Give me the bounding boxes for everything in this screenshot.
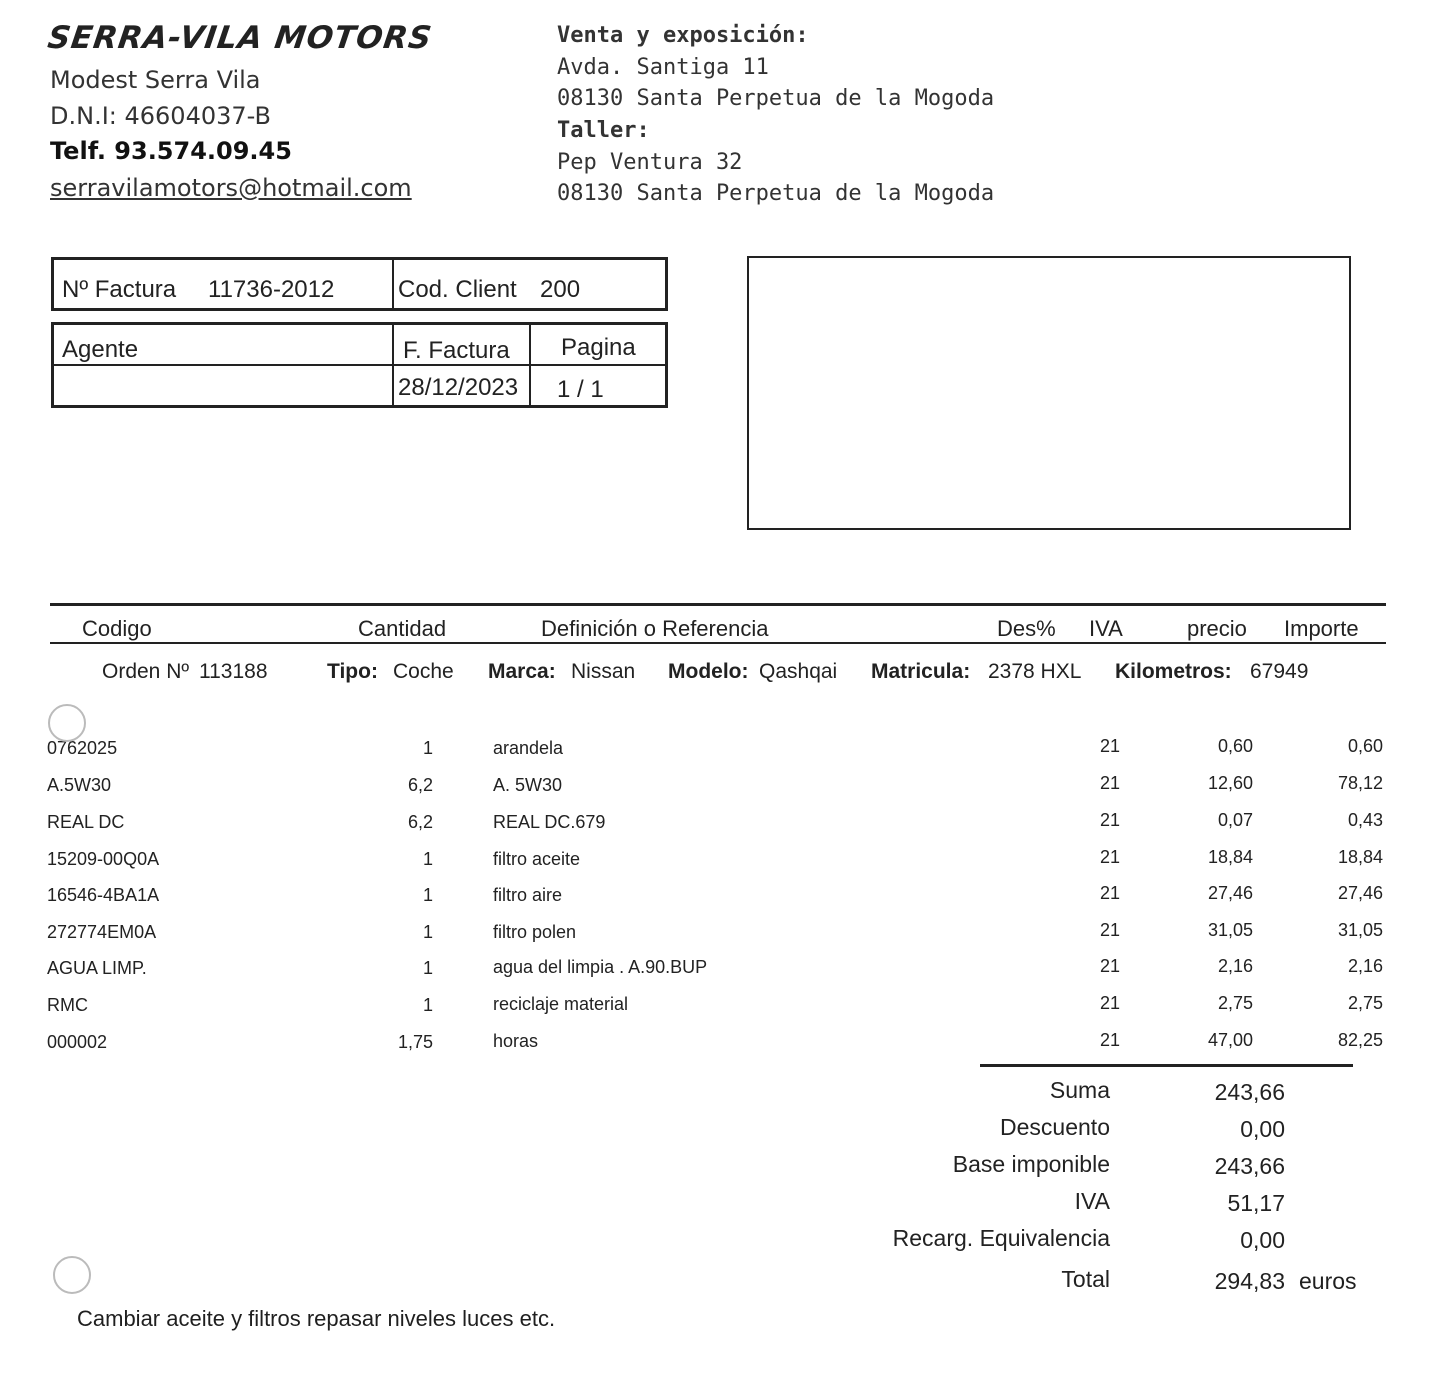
item-price: 18,84 <box>1207 847 1253 867</box>
item-qty: 1 <box>422 849 433 869</box>
invoice-number-label: Nº Factura <box>62 276 177 303</box>
item-amount: 18,84 <box>1337 847 1383 867</box>
plate-label: Matricula: <box>871 660 971 683</box>
invoice-date-label: F. Factura <box>403 337 510 364</box>
item-vat: 21 <box>1099 920 1120 940</box>
item-price: 12,60 <box>1207 773 1253 793</box>
item-code: 0762025 <box>47 738 118 758</box>
sum-value: 243,66 <box>1214 1079 1285 1105</box>
item-description: filtro aceite <box>493 849 581 869</box>
item-amount: 0,60 <box>1347 736 1383 756</box>
item-description: filtro polen <box>493 922 577 942</box>
item-vat: 21 <box>1099 736 1120 756</box>
item-code: A.5W30 <box>47 775 112 795</box>
total-label: Total <box>1061 1266 1110 1292</box>
col-discount: Des% <box>997 616 1056 641</box>
col-amount: Importe <box>1284 616 1359 641</box>
item-qty: 1 <box>422 885 433 905</box>
vehicle-type: Coche <box>393 660 454 683</box>
col-qty: Cantidad <box>358 616 447 641</box>
discount-label: Descuento <box>1000 1114 1110 1140</box>
surcharge-value: 0,00 <box>1240 1227 1285 1253</box>
item-price: 27,46 <box>1207 883 1253 903</box>
client-address-box <box>747 256 1351 530</box>
item-description: A. 5W30 <box>493 775 563 795</box>
item-price: 31,05 <box>1207 920 1253 940</box>
surcharge-label: Recarg. Equivalencia <box>892 1225 1110 1251</box>
email-link[interactable]: serravilamotors@hotmail.com <box>50 174 412 202</box>
item-amount: 0,43 <box>1347 810 1383 830</box>
item-description: arandela <box>493 738 564 758</box>
item-price: 47,00 <box>1207 1030 1253 1050</box>
item-vat: 21 <box>1099 883 1120 903</box>
item-qty: 1 <box>422 958 433 978</box>
item-description: filtro aire <box>493 885 563 905</box>
invoice-number: 11736-2012 <box>208 276 335 303</box>
sales-label: Venta y exposición: <box>557 23 809 48</box>
col-code: Codigo <box>82 616 152 641</box>
punch-hole <box>48 704 86 742</box>
item-vat: 21 <box>1099 993 1120 1013</box>
item-amount: 78,12 <box>1337 773 1383 793</box>
page-number: 1 / 1 <box>557 376 604 403</box>
col-vat: IVA <box>1089 616 1123 641</box>
item-vat: 21 <box>1099 773 1120 793</box>
dni: D.N.I: 46604037-B <box>50 102 271 130</box>
sum-label: Suma <box>1049 1077 1110 1103</box>
item-price: 2,75 <box>1217 993 1253 1013</box>
order-number: 113188 <box>199 660 268 683</box>
order-label: Orden Nº <box>102 660 190 683</box>
km-label: Kilometros: <box>1115 660 1232 683</box>
agent-label: Agente <box>62 336 139 363</box>
item-qty: 1 <box>422 738 433 758</box>
vehicle-brand: Nissan <box>571 660 636 683</box>
divider <box>53 364 666 366</box>
totals-rule <box>980 1064 1353 1067</box>
item-qty: 6,2 <box>407 775 433 795</box>
vat-label: IVA <box>1074 1188 1110 1214</box>
invoice-date: 28/12/2023 <box>398 374 519 401</box>
vat-value: 51,17 <box>1227 1190 1285 1216</box>
item-qty: 1 <box>422 922 433 942</box>
model-label: Modelo: <box>668 660 749 683</box>
col-description: Definición o Referencia <box>541 616 769 641</box>
phone: Telf. 93.574.09.45 <box>50 137 292 165</box>
client-code-label: Cod. Client <box>398 276 517 303</box>
base-value: 243,66 <box>1214 1153 1285 1179</box>
item-vat: 21 <box>1099 1030 1120 1050</box>
item-description: horas <box>493 1031 539 1051</box>
brand-label: Marca: <box>488 660 556 683</box>
item-price: 0,07 <box>1217 810 1253 830</box>
divider <box>392 259 394 310</box>
item-code: 16546-4BA1A <box>47 885 160 905</box>
service-note: Cambiar aceite y filtros repasar niveles luces etc. <box>77 1306 556 1331</box>
item-code: AGUA LIMP. <box>47 958 147 978</box>
item-qty: 6,2 <box>407 812 433 832</box>
workshop-label: Taller: <box>557 118 650 143</box>
item-qty: 1,75 <box>397 1032 433 1052</box>
sales-street: Avda. Santiga 11 <box>557 55 769 80</box>
item-code: 000002 <box>47 1032 108 1052</box>
item-amount: 82,25 <box>1337 1030 1383 1050</box>
item-qty: 1 <box>422 995 433 1015</box>
item-amount: 2,75 <box>1347 993 1383 1013</box>
col-price: precio <box>1187 616 1247 641</box>
item-code: 15209-00Q0A <box>47 849 160 869</box>
item-price: 0,60 <box>1217 736 1253 756</box>
type-label: Tipo: <box>327 660 378 683</box>
item-vat: 21 <box>1099 847 1120 867</box>
client-code: 200 <box>540 276 581 303</box>
company-logo: SERRA-VILA MOTORS <box>45 20 435 56</box>
owner-name: Modest Serra Vila <box>50 66 261 94</box>
item-amount: 31,05 <box>1337 920 1383 940</box>
base-label: Base imponible <box>952 1151 1110 1177</box>
vehicle-plate: 2378 HXL <box>988 660 1082 683</box>
table-top-rule <box>50 603 1386 606</box>
item-code: REAL DC <box>47 812 125 832</box>
total-value: 294,83 <box>1214 1268 1285 1294</box>
item-description: REAL DC.679 <box>493 812 606 832</box>
sales-city: 08130 Santa Perpetua de la Mogoda <box>557 86 995 111</box>
punch-hole <box>53 1256 91 1294</box>
item-vat: 21 <box>1099 956 1120 976</box>
item-code: 272774EM0A <box>47 922 157 942</box>
page-label: Pagina <box>561 334 636 361</box>
item-amount: 2,16 <box>1347 956 1383 976</box>
item-description: agua del limpia . A.90.BUP <box>493 957 708 977</box>
item-amount: 27,46 <box>1337 883 1383 903</box>
currency: euros <box>1299 1268 1357 1294</box>
workshop-city: 08130 Santa Perpetua de la Mogoda <box>557 181 995 206</box>
item-description: reciclaje material <box>493 994 629 1014</box>
vehicle-km: 67949 <box>1250 660 1309 683</box>
table-header-rule <box>50 642 1386 644</box>
item-price: 2,16 <box>1217 956 1253 976</box>
item-code: RMC <box>47 995 88 1015</box>
vehicle-model: Qashqai <box>759 660 838 683</box>
item-vat: 21 <box>1099 810 1120 830</box>
discount-value: 0,00 <box>1240 1116 1285 1142</box>
workshop-street: Pep Ventura 32 <box>557 150 743 175</box>
